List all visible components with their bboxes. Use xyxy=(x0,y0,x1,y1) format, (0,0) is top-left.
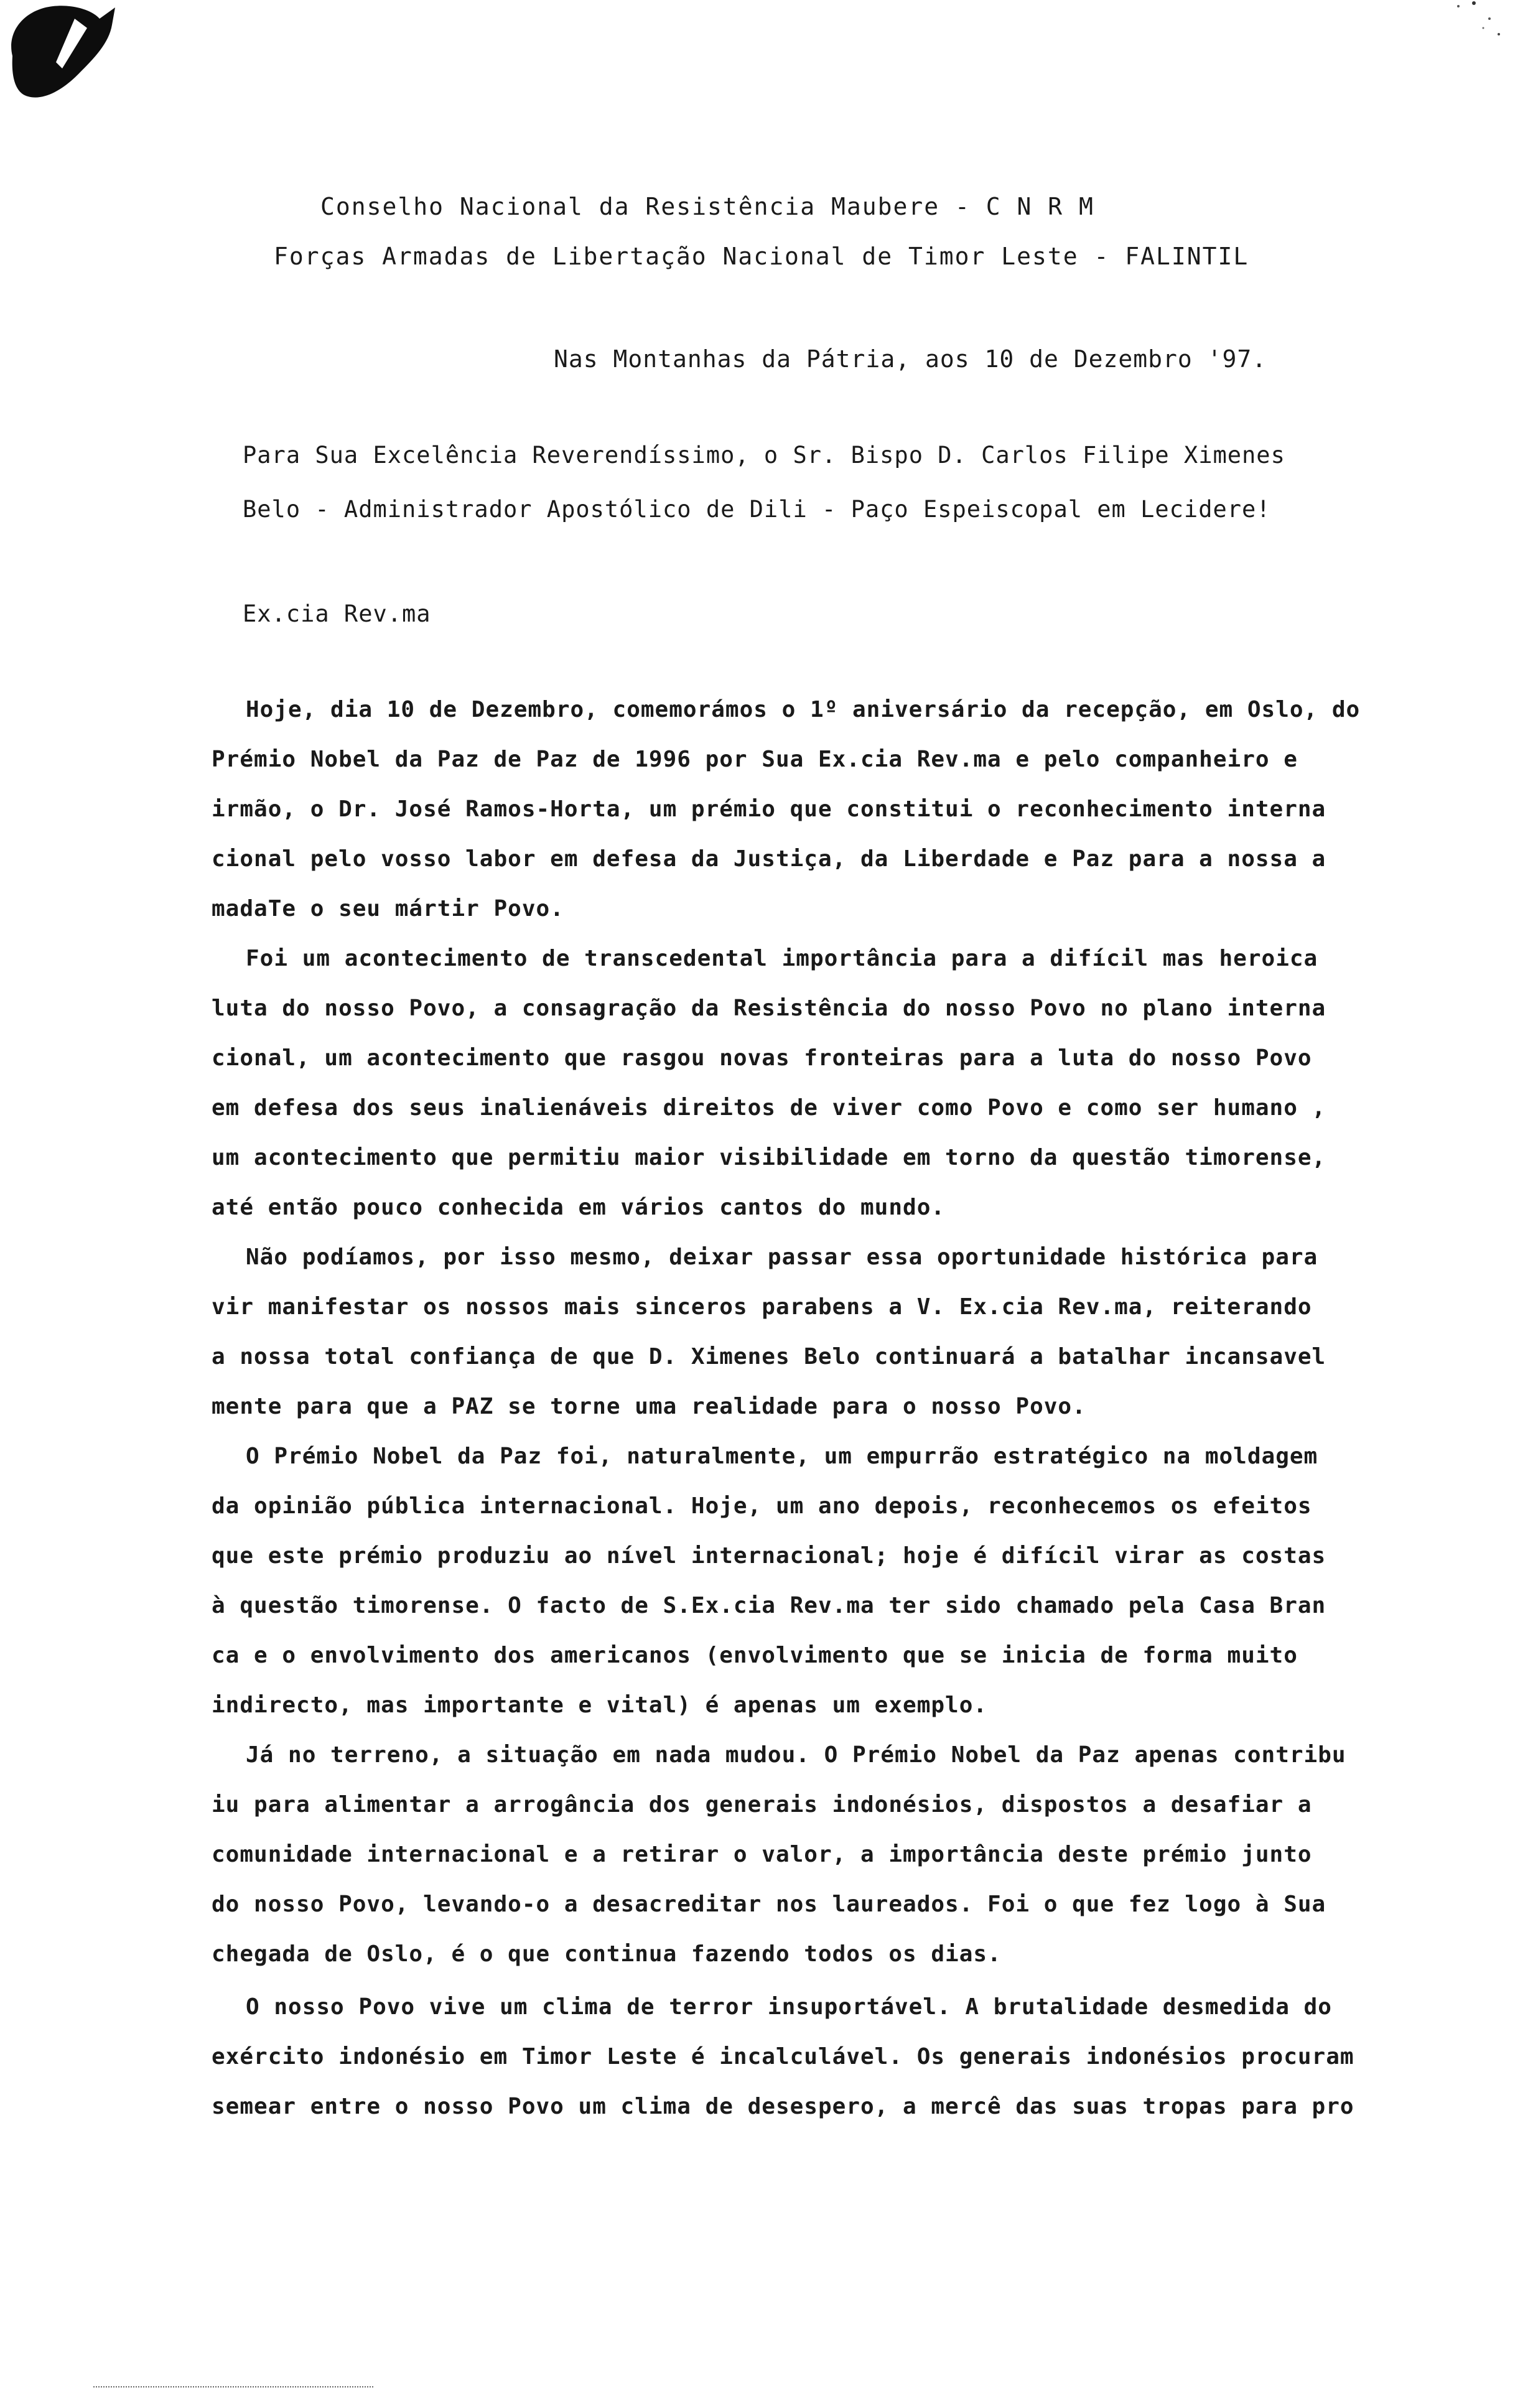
body-line: até então pouco conhecida em vários cantos do mundo. xyxy=(212,1195,946,1220)
bottom-dotted-rule xyxy=(93,2386,373,2389)
body-line: semear entre o nosso Povo um clima de desespero, a mercê das suas tropas para pro xyxy=(212,2094,1354,2119)
body-line: um acontecimento que permitiu maior visibilidade em torno da questão timorense, xyxy=(212,1145,1326,1170)
body-line: exército indonésio em Timor Leste é incalculável. Os generais indonésios procuram xyxy=(212,2044,1354,2070)
body-line: chegada de Oslo, é o que continua fazendo todos os dias. xyxy=(212,1941,1002,1967)
speckle-marks-icon xyxy=(1446,0,1508,50)
body-line: irmão, o Dr. José Ramos-Horta, um prémio que constitui o reconhecimento interna xyxy=(212,796,1326,822)
body-line: madaTe o seu mártir Povo. xyxy=(212,896,564,922)
body-line: cional, um acontecimento que rasgou novas fronteiras para a luta do nosso Povo xyxy=(212,1045,1312,1071)
addressee-line-2: Belo - Administrador Apostólico de Dili - Paço Espeiscopal em Lecidere! xyxy=(243,496,1271,523)
body-line: Hoje, dia 10 de Dezembro, comemorámos o 1º aniversário da recepção, em Oslo, do xyxy=(246,697,1361,722)
header-line-2: Forças Armadas de Libertação Nacional de Timor Leste - FALINTIL xyxy=(274,243,1249,270)
body-line: O Prémio Nobel da Paz foi, naturalmente, um empurrão estratégico na moldagem xyxy=(246,1444,1318,1469)
date-line: Nas Montanhas da Pátria, aos 10 de Dezembro '97. xyxy=(554,345,1267,373)
body-line: iu para alimentar a arrogância dos generais indonésios, dispostos a desafiar a xyxy=(212,1792,1312,1818)
body-line: da opinião pública internacional. Hoje, um ano depois, reconhecemos os efeitos xyxy=(212,1493,1312,1519)
salutation: Ex.cia Rev.ma xyxy=(243,600,431,627)
body-line: ca e o envolvimento dos americanos (envolvimento que se inicia de forma muito xyxy=(212,1643,1298,1668)
body-line: Não podíamos, por isso mesmo, deixar passar essa oportunidade histórica para xyxy=(246,1244,1318,1270)
body-line: luta do nosso Povo, a consagração da Resistência do nosso Povo no plano interna xyxy=(212,996,1326,1021)
body-line: cional pelo vosso labor em defesa da Justiça, da Liberdade e Paz para a nossa a xyxy=(212,846,1326,872)
body-line: à questão timorense. O facto de S.Ex.cia Rev.ma ter sido chamado pela Casa Bran xyxy=(212,1593,1326,1618)
header-line-1: Conselho Nacional da Resistência Maubere - C N R M xyxy=(320,193,1094,220)
body-line: Prémio Nobel da Paz de Paz de 1996 por Sua Ex.cia Rev.ma e pelo companheiro e xyxy=(212,747,1298,772)
body-line: do nosso Povo, levando-o a desacreditar nos laureados. Foi o que fez logo à Sua xyxy=(212,1892,1326,1917)
body-line: Já no terreno, a situação em nada mudou. O Prémio Nobel da Paz apenas contribu xyxy=(246,1742,1346,1768)
body-line: que este prémio produziu ao nível internacional; hoje é difícil virar as costas xyxy=(212,1543,1326,1569)
body-line: Foi um acontecimento de transcedental importância para a difícil mas heroica xyxy=(246,946,1318,971)
addressee-line-1: Para Sua Excelência Reverendíssimo, o Sr. Bispo D. Carlos Filipe Ximenes xyxy=(243,442,1285,469)
body-line: mente para que a PAZ se torne uma realidade para o nosso Povo. xyxy=(212,1394,1086,1419)
body-line: vir manifestar os nossos mais sinceros parabens a V. Ex.cia Rev.ma, reiterando xyxy=(212,1294,1312,1320)
ink-blot-icon xyxy=(0,0,118,106)
body-line: em defesa dos seus inalienáveis direitos de viver como Povo e como ser humano , xyxy=(212,1095,1326,1121)
body-line: a nossa total confiança de que D. Ximenes Belo continuará a batalhar incansavel xyxy=(212,1344,1326,1370)
body-line: comunidade internacional e a retirar o valor, a importância deste prémio junto xyxy=(212,1842,1312,1867)
body-line: indirecto, mas importante e vital) é apenas um exemplo. xyxy=(212,1692,988,1718)
body-line: O nosso Povo vive um clima de terror insuportável. A brutalidade desmedida do xyxy=(246,1994,1332,2020)
